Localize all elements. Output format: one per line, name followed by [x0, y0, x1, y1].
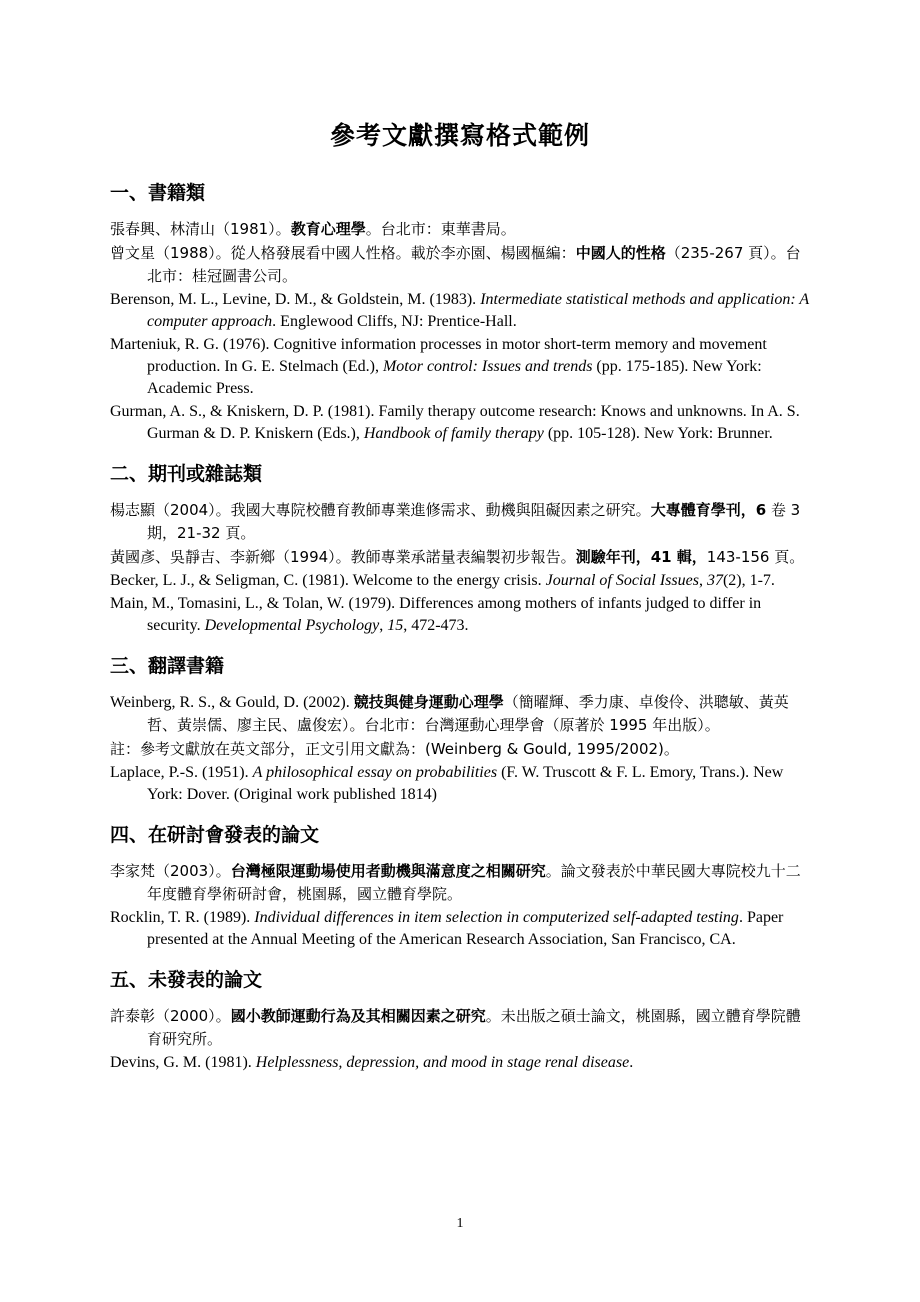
document-page [110, 118, 810, 1075]
reference-text: . Paper presented at the Annual Meeting of the American Research Association, San Francisco, CA. [147, 909, 784, 948]
reference-title-italic: Helplessness, depression, and mood in stage renal disease [255, 1054, 630, 1071]
reference-entry [110, 546, 810, 569]
page-number: 1 [456, 1216, 464, 1231]
reference-text: 楊志顯（2004）。我國大專院校體育教師專業進修需求、動機與阻礙因素之研究。 [110, 501, 651, 519]
reference-text: 。論文發表於中華民國大專院校九十二年度體育學術研討會，桃園縣，國立體育學院。 [147, 862, 801, 903]
reference-text: . Englewood Cliffs, NJ: Prentice-Hall. [272, 313, 517, 330]
reference-text: (F. W. Truscott & F. L. Emory, Trans.). New York: Dover. (Original work published 1814) [147, 764, 784, 803]
reference-sections [110, 178, 810, 1074]
reference-title-italic: Intermediate statistical methods and application: A computer approach [147, 291, 809, 330]
reference-text: （簡曜輝、季力康、卓俊伶、洪聰敏、黃英哲、黃崇儒、廖主民、盧俊宏）。台北市：台灣運動心理學會（原著於 1995 年出版）。 [147, 693, 789, 734]
reference-title-bold: 國小教師運動行為及其相關因素之研究 [230, 1007, 486, 1025]
reference-text: , [379, 617, 388, 634]
reference-entry [110, 691, 810, 737]
reference-entry [110, 499, 810, 545]
page-title: 參考文獻撰寫格式範例 [329, 121, 590, 150]
reference-entry [110, 860, 810, 906]
reference-text: Devins, G. M. (1981). [110, 1054, 256, 1071]
reference-text: . [629, 1054, 634, 1071]
reference-title-bold: 教育心理學 [290, 220, 366, 238]
reference-text: (pp. 105-128). New York: Brunner. [543, 425, 773, 442]
reference-title-bold: 台灣極限運動場使用者動機與滿意度之相關研究 [230, 862, 546, 880]
reference-text: Marteniuk, R. G. (1976). Cognitive information processes in motor short-term memory and movement production. In G. E. Stelmach (Ed.), [110, 336, 767, 375]
reference-text: 李家梵（2003）。 [110, 862, 231, 880]
reference-text: Main, M., Tomasini, L., & Tolan, W. (1979). Differences among mothers of infants judged to differ in security. [110, 595, 762, 634]
reference-text: Berenson, M. L., Levine, D. M., & Goldstein, M. (1983). [110, 291, 481, 308]
reference-text: (pp. 175-185). New York: Academic Press. [147, 358, 762, 397]
reference-text: Laplace, P.-S. (1951). [110, 764, 253, 781]
reference-text: Gurman, A. S., & Kniskern, D. P. (1981). Family therapy outcome research: Knows and unknowns. In A. S. Gurman & D. P. Kniskern (Eds.), [110, 403, 800, 442]
reference-text: , 472-473. [403, 617, 469, 634]
reference-title-italic: A philosophical essay on probabilities [252, 764, 498, 781]
reference-text: 曾文星（1988）。從人格發展看中國人性格。載於李亦園、楊國樞編： [110, 244, 576, 262]
section-heading: 二、期刊或雜誌類 [110, 463, 263, 485]
reference-title-italic: Motor control: Issues and trends [382, 358, 593, 375]
reference-text: （235-267 頁）。台北市：桂冠圖書公司。 [147, 244, 801, 285]
reference-entry [110, 570, 810, 592]
reference-title-italic: Handbook of family therapy [363, 425, 544, 442]
section-heading: 三、翻譯書籍 [110, 655, 225, 677]
section-heading: 五、未發表的論文 [110, 969, 263, 991]
reference-title-bold: 中國人的性格 [575, 244, 666, 262]
reference-text: , [698, 572, 707, 589]
section-heading: 四、在研討會發表的論文 [110, 824, 320, 846]
reference-text: Rocklin, T. R. (1989). [110, 909, 255, 926]
reference-entry [110, 218, 810, 241]
reference-entry [110, 401, 810, 445]
reference-title-italic: 37 [706, 572, 723, 589]
reference-entry [110, 593, 810, 637]
reference-text: 註：參考文獻放在英文部分，正文引用文獻為：(Weinberg & Gould, 1995/2002)。 [110, 740, 679, 758]
section-heading: 一、書籍類 [110, 182, 206, 204]
reference-title-bold: 測驗年刊，41 輯， [575, 548, 707, 566]
reference-text: 。未出版之碩士論文，桃園縣，國立體育學院體育研究所。 [147, 1007, 801, 1048]
reference-text: Weinberg, R. S., & Gould, D. (2002). [110, 694, 354, 711]
reference-text: 143-156 頁。 [706, 548, 805, 566]
reference-entry [110, 907, 810, 951]
reference-entry [110, 289, 810, 333]
reference-entry [110, 1052, 810, 1074]
reference-title-italic: Developmental Psychology [204, 617, 380, 634]
reference-text: 。台北市：東華書局。 [365, 220, 516, 238]
reference-title-italic: Individual differences in item selection in computerized self-adapted testing [254, 909, 739, 926]
reference-title-italic: Journal of Social Issues [545, 572, 699, 589]
reference-entry [110, 334, 810, 400]
reference-text: 卷 3 期，21-32 頁。 [147, 501, 801, 542]
reference-title-bold: 大專體育學刊，6 [650, 501, 767, 519]
reference-text: 許泰彰（2000）。 [110, 1007, 231, 1025]
reference-text: Becker, L. J., & Seligman, C. (1981). Welcome to the energy crisis. [110, 572, 546, 589]
reference-title-italic: 15 [387, 617, 404, 634]
reference-text: (2), 1-7. [722, 572, 775, 589]
reference-entry [110, 242, 810, 288]
reference-entry [110, 1005, 810, 1051]
reference-text: 張春興、林清山（1981）。 [110, 220, 291, 238]
reference-title-bold: 競技與健身運動心理學 [353, 693, 504, 711]
reference-text: 黃國彥、吳靜吉、李新鄉（1994）。教師專業承諾量表編製初步報告。 [110, 548, 576, 566]
reference-entry [110, 738, 810, 761]
reference-entry [110, 762, 810, 806]
